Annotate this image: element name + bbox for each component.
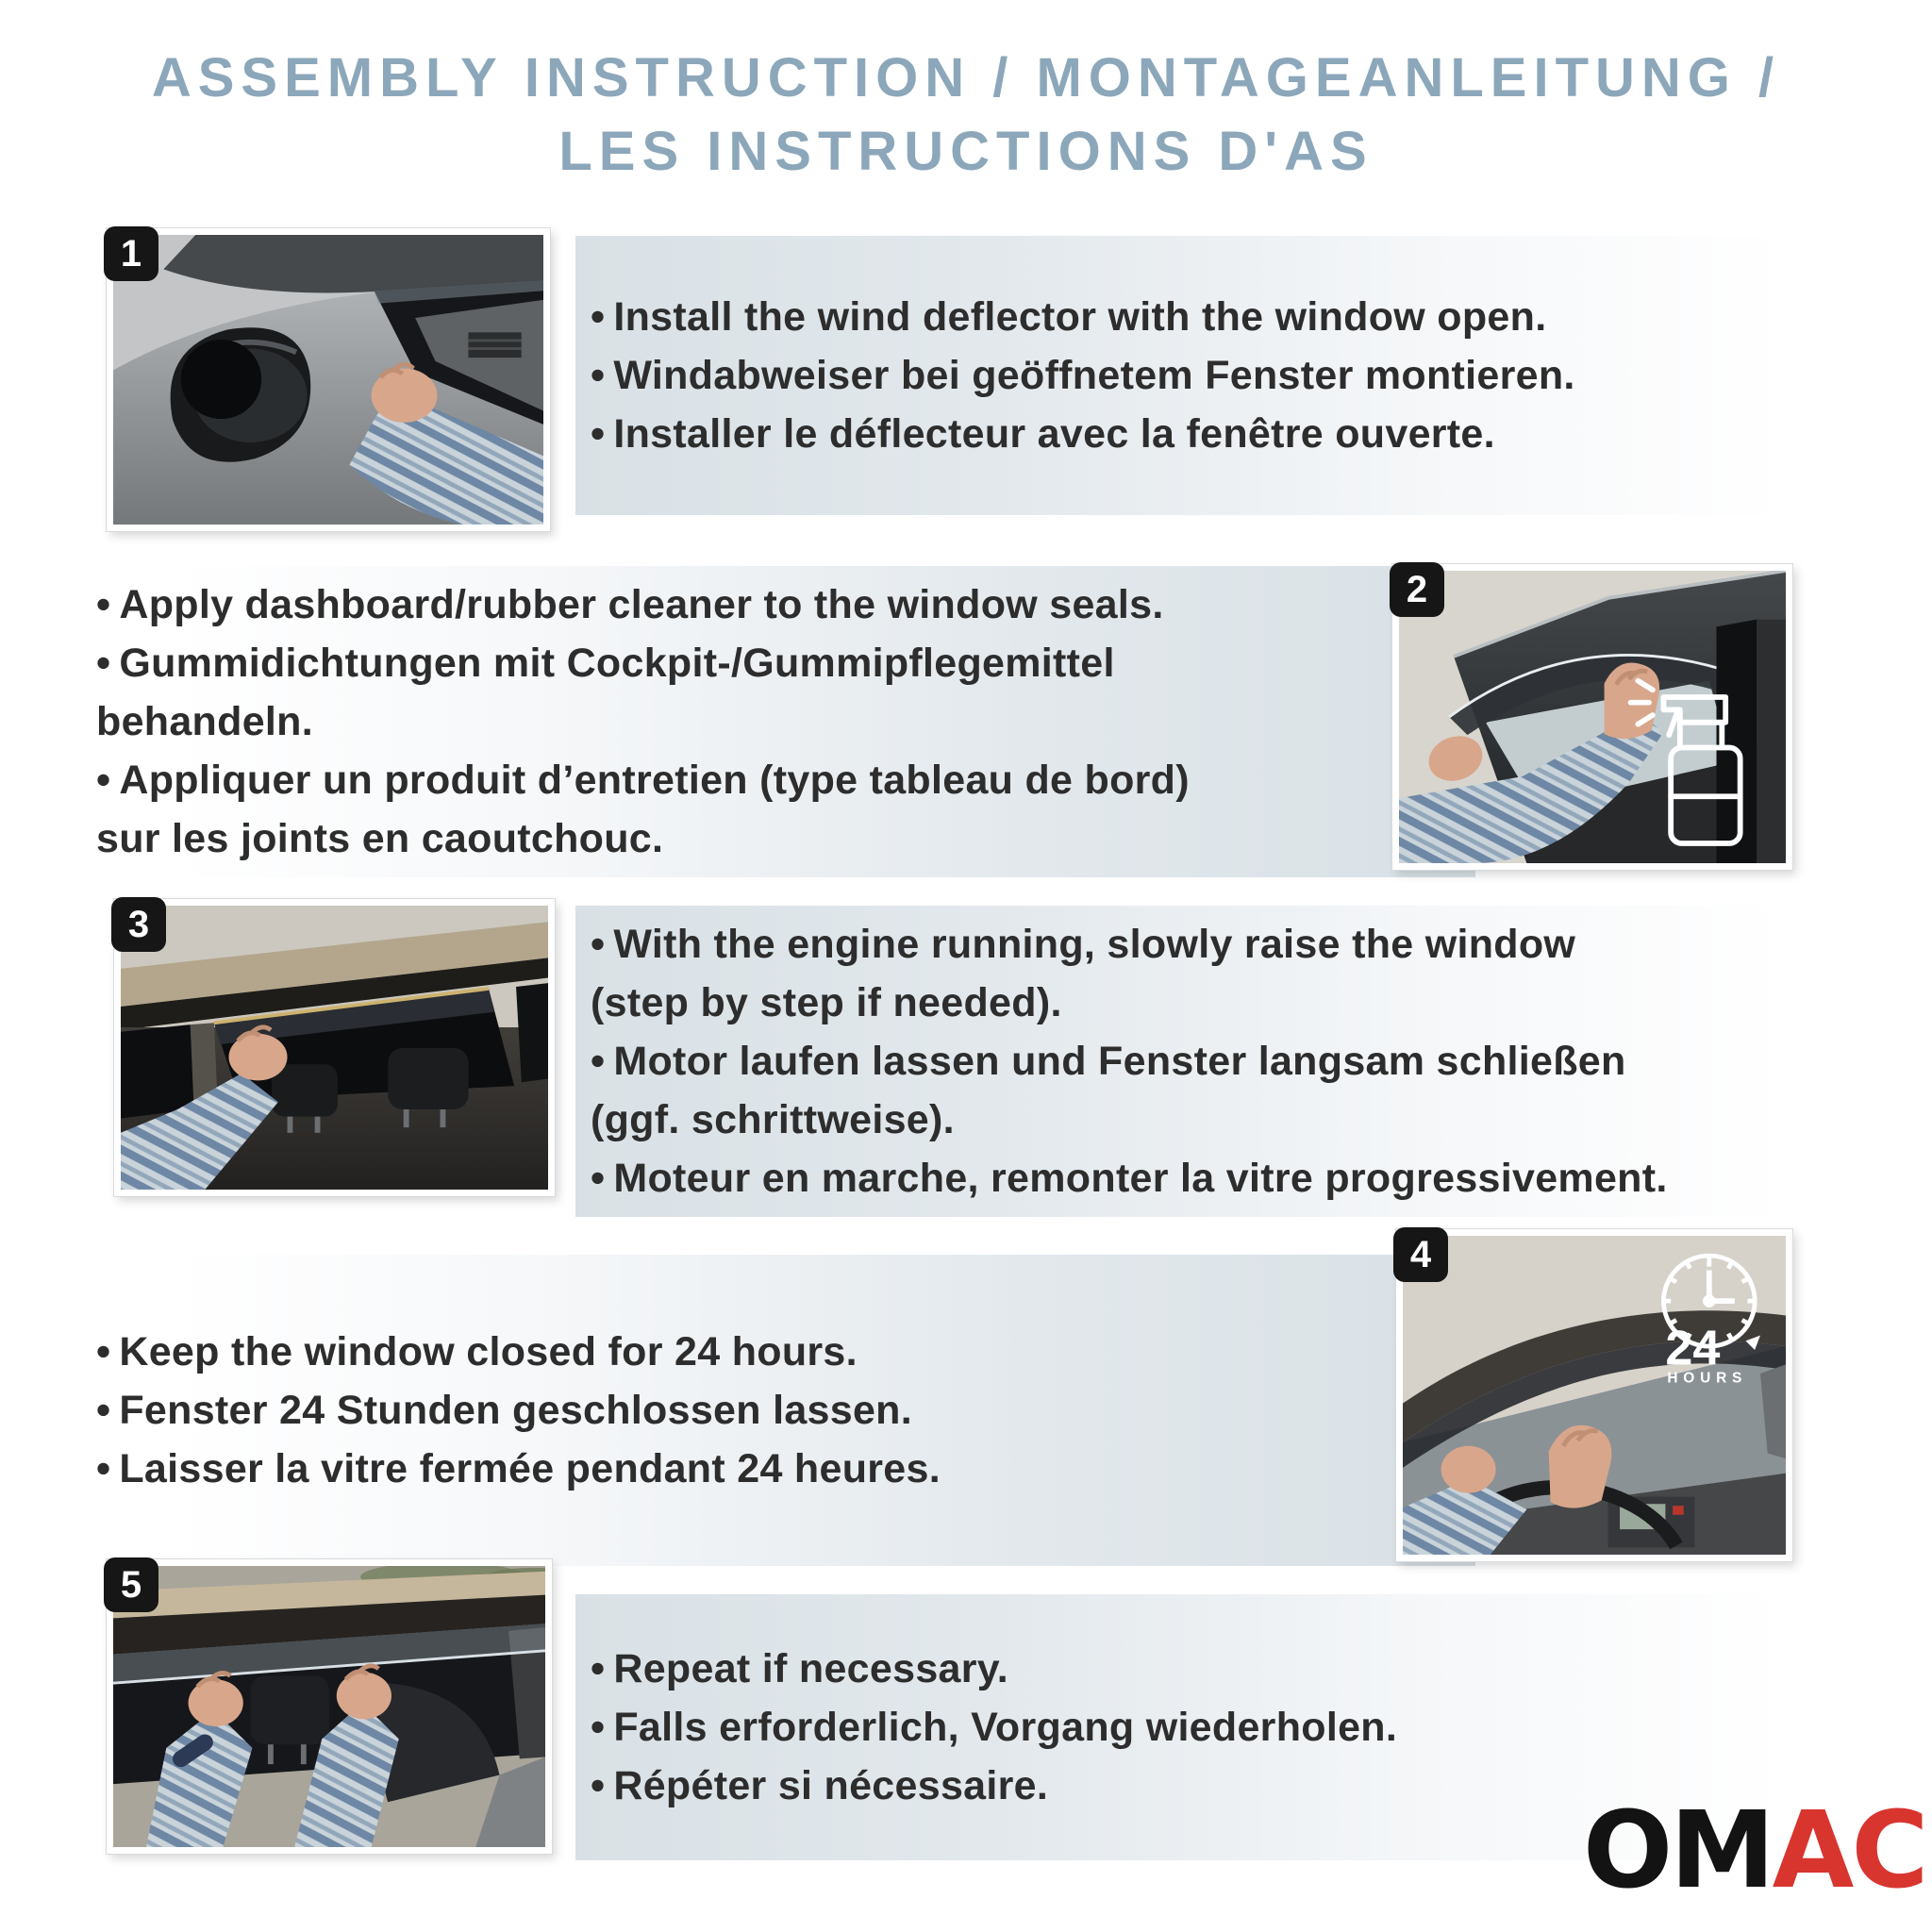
step-1-badge — [104, 226, 158, 281]
instruction-fr: • Laisser la vitre fermée pendant 24 heures. — [96, 1440, 1475, 1498]
instruction-de: • Fenster 24 Stunden geschlossen lassen. — [96, 1381, 1475, 1440]
step-number: 1 — [120, 232, 142, 275]
step-3-badge — [111, 897, 166, 952]
instruction-en: • Keep the window closed for 24 hours. — [96, 1323, 1475, 1381]
hand — [228, 1034, 287, 1081]
step-4-illustration — [1403, 1233, 1786, 1555]
brand-logo — [1583, 1790, 1926, 1912]
instruction-en: • Install the wind deflector with the window open. — [591, 288, 1932, 346]
page-title — [0, 42, 1932, 189]
step-4-badge — [1393, 1227, 1448, 1282]
instruction-de: • Falls erforderlich, Vorgang wiederholen. — [591, 1698, 1932, 1757]
instruction-en: • Apply dashboard/rubber cleaner to the window seals. — [96, 575, 1475, 634]
step-number: 3 — [127, 903, 150, 945]
clock-caption-label: HOURS — [1667, 1370, 1748, 1387]
rear-door — [1757, 620, 1786, 863]
step-number: 2 — [1406, 568, 1428, 610]
step-1-illustration — [113, 232, 543, 525]
instruction-fr: • Répéter si nécessaire. — [591, 1757, 1932, 1815]
title-line-2: LES INSTRUCTIONS D'AS — [558, 121, 1374, 182]
step-3-illustration — [121, 903, 548, 1190]
step-5-illustration — [113, 1563, 545, 1847]
left-hand — [1441, 1446, 1496, 1493]
quarter-window — [516, 983, 548, 1082]
air-vent — [468, 332, 521, 358]
title-line-1: ASSEMBLY INSTRUCTION / MONTAGEANLEITUNG / — [151, 47, 1781, 108]
step-number: 4 — [1409, 1233, 1432, 1275]
instruction-de: • Windabweiser bei geöffnetem Fenster montieren. — [591, 346, 1932, 405]
hazard-button — [1673, 1506, 1684, 1515]
brand-logo-ac: AC — [1772, 1790, 1926, 1912]
instruction-en: • Repeat if necessary. — [591, 1640, 1932, 1698]
step-3-instructions — [575, 906, 1932, 1217]
step-1-photo — [107, 228, 550, 531]
left-hand — [189, 1679, 243, 1726]
step-4-photo — [1396, 1229, 1792, 1561]
brand-logo-om: OM — [1583, 1790, 1773, 1912]
step-2-illustration — [1399, 568, 1786, 863]
step-number: 5 — [120, 1563, 142, 1606]
step-2-badge — [1390, 562, 1444, 617]
censor-dot — [181, 340, 261, 419]
step-2-photo — [1392, 564, 1792, 870]
step-3-photo — [114, 899, 555, 1196]
clock-number-label: 24 — [1665, 1321, 1721, 1376]
step-2-instructions — [0, 566, 1475, 877]
step-5-photo — [107, 1559, 552, 1854]
right-hand — [337, 1673, 391, 1720]
step-5-badge — [104, 1557, 158, 1612]
front-window — [121, 1024, 194, 1118]
instruction-fr: • Installer le déflecteur avec la fenêtre ouverte. — [591, 405, 1932, 463]
instruction-fr: • Appliquer un produit d’entretien (type tableau de bord) sur les joints en caoutchouc. — [96, 751, 1475, 868]
step-4-instructions — [0, 1255, 1475, 1566]
instruction-en: • With the engine running, slowly raise the window (step by step if needed). — [591, 915, 1932, 1032]
instruction-fr: • Moteur en marche, remonter la vitre progressivement. — [591, 1149, 1932, 1208]
instruction-de: • Motor laufen lassen und Fenster langsam schließen (ggf. schrittweise). — [591, 1032, 1932, 1149]
instruction-de: • Gummidichtungen mit Cockpit-/Gummipflegemittel behandeln. — [96, 634, 1475, 751]
step-1-instructions — [575, 236, 1932, 515]
